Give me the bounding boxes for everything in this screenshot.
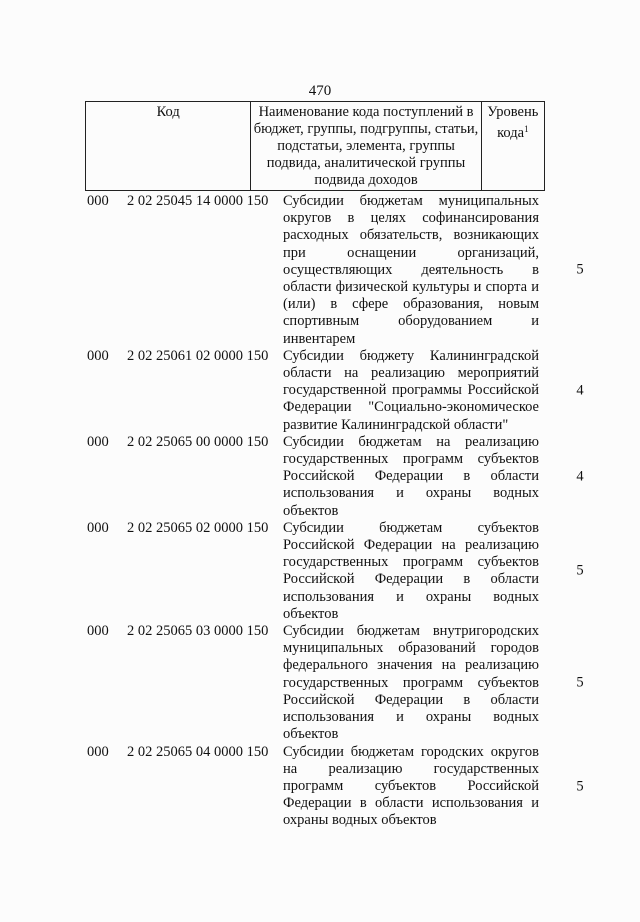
header-level-label: Уровень кода [487, 104, 539, 141]
header-level [481, 102, 544, 191]
code-level: 5 [576, 777, 584, 794]
code-level: 4 [576, 382, 584, 399]
table-row [0, 348, 640, 434]
revenue-code: 2 02 25061 02 0000 150 [127, 347, 269, 364]
header-code: Код [86, 102, 251, 191]
revenue-description: Субсидии бюджетам субъектов Российской Федерации на реализацию государственных программ субъектов Российской Федерации в области использования и охраны водных объектов [283, 519, 539, 622]
header-level-footnote: 1 [524, 124, 529, 134]
header-name: Наименование кода поступлений в бюджет, группы, подгруппы, статьи, подстатьи, элемента, группы подвида, аналитической группы подвида доходов [251, 102, 481, 191]
table-body [0, 193, 640, 830]
admin-code: 000 [87, 347, 109, 364]
revenue-description: Субсидии бюджетам на реализацию государственных программ субъектов Российской Федерации в области использования и охраны водных объектов [283, 433, 539, 519]
header-row [86, 102, 545, 191]
code-level: 5 [576, 674, 584, 691]
revenue-code: 2 02 25065 02 0000 150 [127, 519, 269, 536]
code-level: 5 [576, 261, 584, 278]
table-row [0, 744, 640, 830]
admin-code: 000 [87, 433, 109, 450]
revenue-description: Субсидии бюджетам муниципальных округов в целях софинансирования расходных обязательств, возникающих при оснащении организаций, осуществляющих деятельность в области физической культуры и спорта и (или) в сфере образования, новым спортивным оборудованием и инвентарем [283, 193, 539, 347]
table-row [0, 434, 640, 520]
page-number: 470 [308, 83, 332, 99]
admin-code: 000 [87, 193, 109, 209]
revenue-code: 2 02 25065 03 0000 150 [127, 623, 269, 640]
table-row [0, 520, 640, 623]
revenue-description: Субсидии бюджетам городских округов на реализацию государственных программ субъектов Российской Федерации в области использования и охраны водных объектов [283, 743, 539, 829]
admin-code: 000 [87, 623, 109, 640]
revenue-code: 2 02 25065 04 0000 150 [127, 743, 269, 760]
admin-code: 000 [87, 519, 109, 536]
revenue-code: 2 02 25065 00 0000 150 [127, 433, 269, 450]
table-row [0, 193, 640, 348]
revenue-code: 2 02 25045 14 0000 150 [127, 193, 269, 209]
table-row [0, 623, 640, 743]
code-level: 4 [576, 468, 584, 485]
table-header [85, 101, 545, 191]
revenue-description: Субсидии бюджетам внутригородских муниципальных образований городов федерального значения на реализацию государственных программ субъектов Российской Федерации в области использования и охраны водных объектов [283, 623, 539, 743]
code-level: 5 [576, 562, 584, 579]
admin-code: 000 [87, 743, 109, 760]
revenue-description: Субсидии бюджету Калининградской области на реализацию мероприятий государственной программы Российской Федерации "Социально-экономическое развитие Калининградской области" [283, 347, 539, 433]
